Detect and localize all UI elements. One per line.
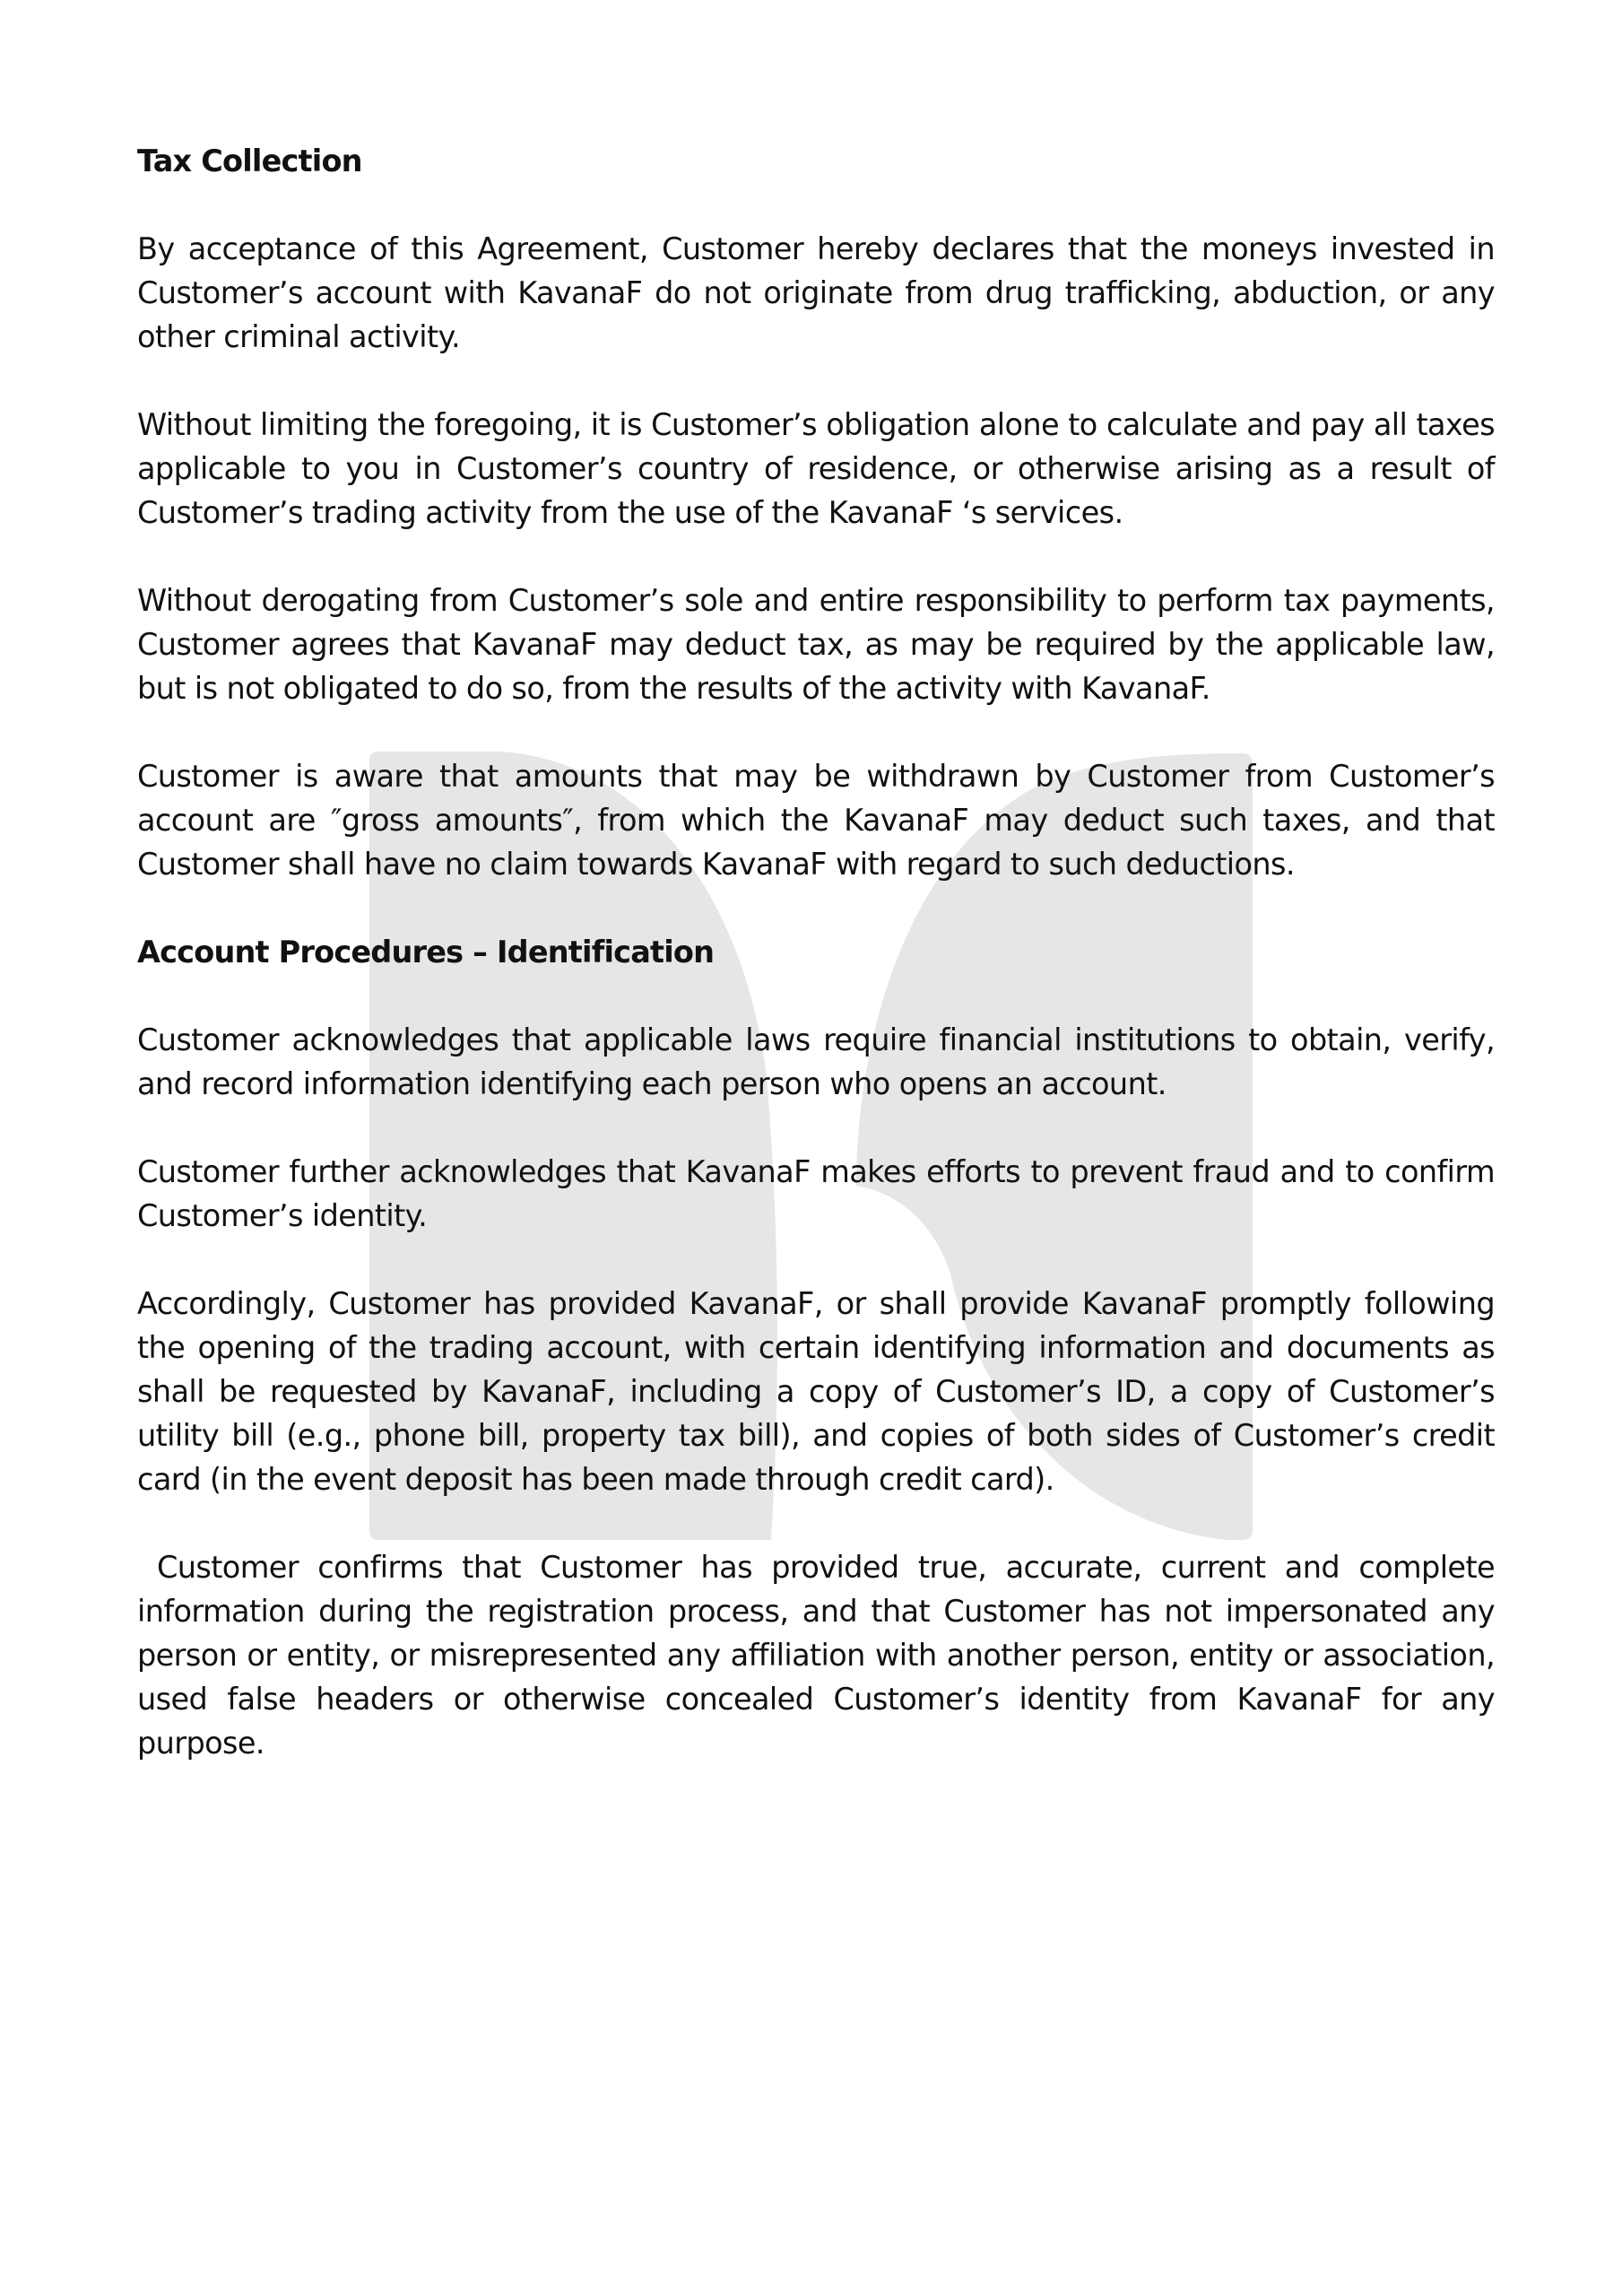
section-tax-collection: [137, 139, 1495, 886]
section-heading: Tax Collection: [137, 144, 362, 178]
section-account-procedures: [137, 930, 1495, 1765]
section-heading: Account Procedures – Identification: [137, 935, 715, 970]
paragraph: By acceptance of this Agreement, Customer hereby declares that the moneys invested in Customer’s account with KavanaF do not originate from drug trafficking, abduction, or any other criminal activity.: [137, 231, 1495, 354]
paragraph: Customer further acknowledges that KavanaF makes efforts to prevent fraud and to confirm Customer’s identity.: [137, 1154, 1495, 1233]
document-page: [137, 139, 1495, 1809]
paragraph: Customer confirms that Customer has provided true, accurate, current and complete information during the registration process, and that Customer has not impersonated any person or entity, or misrepresented any affiliation with another person, entity or association, used false headers or otherwise concealed Customer’s identity from KavanaF for any purpose.: [137, 1550, 1495, 1761]
paragraph: Customer is aware that amounts that may be withdrawn by Customer from Customer’s account are ″gross amounts″, from which the KavanaF may deduct such taxes, and that Customer shall have no claim towards KavanaF with regard to such deductions.: [137, 759, 1495, 882]
paragraph: Without limiting the foregoing, it is Customer’s obligation alone to calculate and pay all taxes applicable to you in Customer’s country of residence, or otherwise arising as a result of Customer’s trading activity from the use of the KavanaF ‘s services.: [137, 407, 1495, 530]
paragraph: Customer acknowledges that applicable laws require financial institutions to obtain, verify, and record information identifying each person who opens an account.: [137, 1022, 1495, 1101]
paragraph: Without derogating from Customer’s sole and entire responsibility to perform tax payments, Customer agrees that KavanaF may deduct tax, as may be required by the applicable law, but is not obligated to do so, from the results of the activity with KavanaF.: [137, 583, 1495, 706]
paragraph: Accordingly, Customer has provided KavanaF, or shall provide KavanaF promptly following the opening of the trading account, with certain identifying information and documents as shall be requested by KavanaF, including a copy of Customer’s ID, a copy of Customer’s utility bill (e.g., phone bill, property tax bill), and copies of both sides of Customer’s credit card (in the event deposit has been made through credit card).: [137, 1286, 1495, 1497]
